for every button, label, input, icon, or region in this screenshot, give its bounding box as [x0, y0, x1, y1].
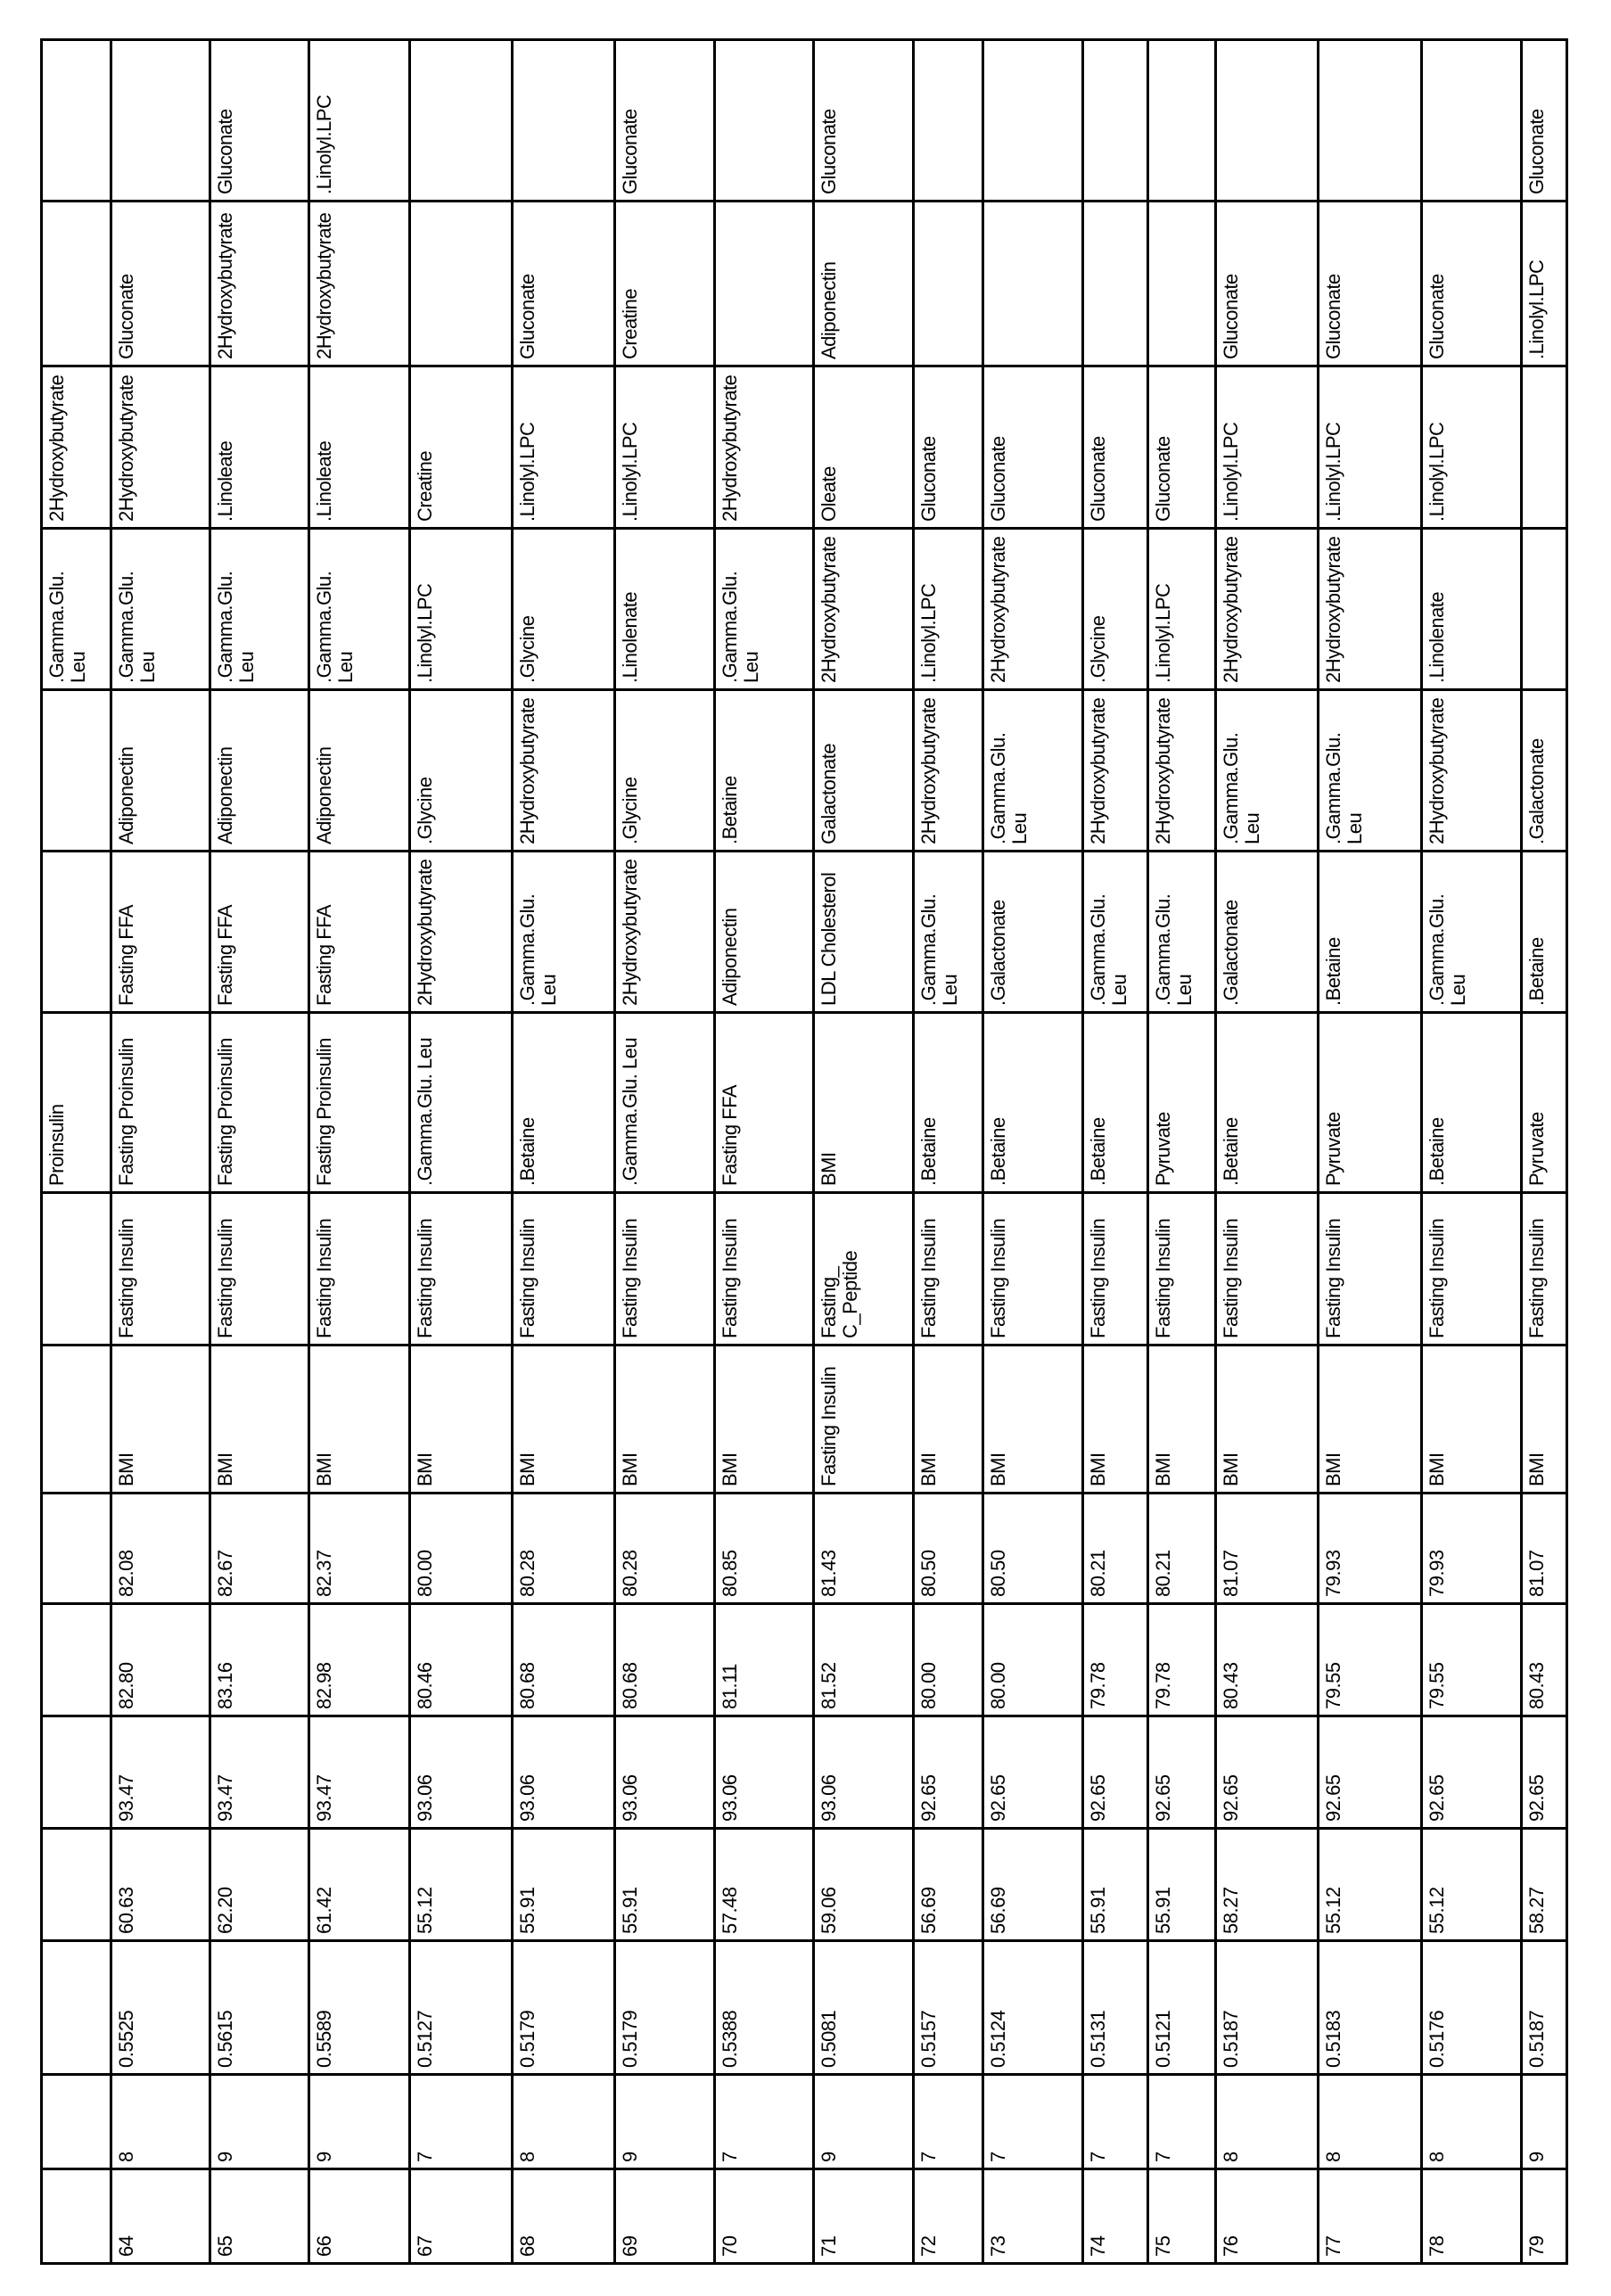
- cell-metric-1: [42, 1829, 111, 1941]
- cell-variable-count: 9: [1522, 2075, 1567, 2169]
- cell-variable-count: 8: [1422, 2075, 1522, 2169]
- cell-metric-1: 55.12: [1422, 1829, 1522, 1941]
- cell-variable-2: Fasting Insulin: [309, 1193, 410, 1346]
- cell-variable-4: Fasting FFA: [309, 852, 410, 1013]
- cell-variable-9: Gluconate: [814, 40, 914, 202]
- cell-variable-3: Fasting Proinsulin: [111, 1013, 210, 1193]
- cell-variable-count: [42, 2075, 111, 2169]
- cell-metric-4: 80.21: [1083, 1494, 1148, 1604]
- cell-variable-2: Fasting Insulin: [715, 1193, 814, 1346]
- cell-row-number: 79: [1522, 2169, 1567, 2264]
- cell-variable-4: .Gamma.Glu. Leu: [1422, 852, 1522, 1013]
- cell-metric-2: 92.65: [1216, 1716, 1319, 1829]
- table-row: [513, 40, 615, 2264]
- cell-metric-3: 82.98: [309, 1604, 410, 1716]
- table-row: [309, 40, 410, 2264]
- cell-variable-7: [1522, 366, 1567, 529]
- table-row: [1522, 40, 1567, 2264]
- cell-metric-1: 55.91: [1083, 1829, 1148, 1941]
- cell-variable-6: .Linolenate: [615, 529, 715, 690]
- cell-variable-8: [42, 202, 111, 366]
- cell-row-number: 68: [513, 2169, 615, 2264]
- cell-variable-9: [1422, 40, 1522, 202]
- cell-variable-3: .Betaine: [983, 1013, 1083, 1193]
- cell-variable-9: Gluconate: [210, 40, 309, 202]
- cell-auc-value: 0.5121: [1148, 1941, 1216, 2075]
- cell-variable-3: .Betaine: [1422, 1013, 1522, 1193]
- cell-variable-7: .Linoleate: [210, 366, 309, 529]
- cell-variable-1: BMI: [513, 1346, 615, 1494]
- cell-variable-6: 2Hydroxybutyrate: [814, 529, 914, 690]
- cell-row-number: 76: [1216, 2169, 1319, 2264]
- cell-metric-2: 93.06: [814, 1716, 914, 1829]
- cell-variable-3: .Gamma.Glu. Leu: [615, 1013, 715, 1193]
- cell-variable-6: [1522, 529, 1567, 690]
- cell-variable-2: Fasting Insulin: [513, 1193, 615, 1346]
- cell-variable-8: Adiponectin: [814, 202, 914, 366]
- cell-variable-3: .Betaine: [1083, 1013, 1148, 1193]
- cell-row-number: 66: [309, 2169, 410, 2264]
- cell-metric-1: 61.42: [309, 1829, 410, 1941]
- cell-variable-4: .Gamma.Glu. Leu: [1148, 852, 1216, 1013]
- cell-metric-4: 80.21: [1148, 1494, 1216, 1604]
- cell-variable-count: 7: [914, 2075, 983, 2169]
- cell-variable-count: 8: [1319, 2075, 1422, 2169]
- cell-variable-6: .Linolyl.LPC: [1148, 529, 1216, 690]
- cell-metric-1: 55.12: [1319, 1829, 1422, 1941]
- cell-auc-value: 0.5179: [513, 1941, 615, 2075]
- cell-metric-1: 55.91: [513, 1829, 615, 1941]
- cell-metric-3: 82.80: [111, 1604, 210, 1716]
- cell-metric-3: 80.00: [914, 1604, 983, 1716]
- cell-metric-4: 82.67: [210, 1494, 309, 1604]
- cell-variable-6: .Linolenate: [1422, 529, 1522, 690]
- cell-variable-6: 2Hydroxybutyrate: [1319, 529, 1422, 690]
- cell-variable-7: .Linoleate: [309, 366, 410, 529]
- cell-variable-9: [1083, 40, 1148, 202]
- cell-variable-7: Gluconate: [1148, 366, 1216, 529]
- cell-variable-1: BMI: [1148, 1346, 1216, 1494]
- cell-metric-4: 80.50: [983, 1494, 1083, 1604]
- cell-metric-1: 55.91: [615, 1829, 715, 1941]
- cell-metric-2: 93.06: [615, 1716, 715, 1829]
- cell-variable-5: 2Hydroxybutyrate: [513, 690, 615, 852]
- rotated-table-page: [40, 41, 1564, 2265]
- cell-row-number: 64: [111, 2169, 210, 2264]
- cell-variable-4: .Gamma.Glu. Leu: [513, 852, 615, 1013]
- cell-variable-9: [1319, 40, 1422, 202]
- cell-variable-5: .Gamma.Glu. Leu: [1216, 690, 1319, 852]
- cell-variable-7: .Linolyl.LPC: [1216, 366, 1319, 529]
- cell-metric-2: 92.65: [983, 1716, 1083, 1829]
- cell-metric-1: 56.69: [983, 1829, 1083, 1941]
- cell-variable-8: [1083, 202, 1148, 366]
- cell-row-number: 67: [410, 2169, 513, 2264]
- cell-variable-9: [914, 40, 983, 202]
- cell-metric-4: 79.93: [1422, 1494, 1522, 1604]
- cell-variable-2: [42, 1193, 111, 1346]
- cell-variable-5: 2Hydroxybutyrate: [1148, 690, 1216, 852]
- cell-metric-2: 93.47: [309, 1716, 410, 1829]
- cell-variable-8: Creatine: [615, 202, 715, 366]
- cell-metric-4: 79.93: [1319, 1494, 1422, 1604]
- cell-variable-3: Proinsulin: [42, 1013, 111, 1193]
- cell-metric-4: 82.37: [309, 1494, 410, 1604]
- cell-variable-2: Fasting Insulin: [1216, 1193, 1319, 1346]
- cell-variable-4: Fasting FFA: [111, 852, 210, 1013]
- cell-variable-9: .Linolyl.LPC: [309, 40, 410, 202]
- table-row: [1422, 40, 1522, 2264]
- cell-auc-value: 0.5388: [715, 1941, 814, 2075]
- cell-row-number: 78: [1422, 2169, 1522, 2264]
- cell-variable-5: Galactonate: [814, 690, 914, 852]
- table-row: [615, 40, 715, 2264]
- cell-variable-8: Gluconate: [1216, 202, 1319, 366]
- cell-auc-value: 0.5179: [615, 1941, 715, 2075]
- cell-variable-6: .Linolyl.LPC: [914, 529, 983, 690]
- cell-variable-9: [42, 40, 111, 202]
- cell-variable-8: .Linolyl.LPC: [1522, 202, 1567, 366]
- cell-variable-3: .Betaine: [1216, 1013, 1319, 1193]
- cell-auc-value: 0.5157: [914, 1941, 983, 2075]
- cell-metric-2: 93.06: [513, 1716, 615, 1829]
- cell-row-number: [42, 2169, 111, 2264]
- cell-variable-5: 2Hydroxybutyrate: [1422, 690, 1522, 852]
- cell-variable-2: Fasting Insulin: [615, 1193, 715, 1346]
- cell-variable-count: 7: [1083, 2075, 1148, 2169]
- cell-variable-9: [715, 40, 814, 202]
- cell-variable-1: Fasting Insulin: [814, 1346, 914, 1494]
- cell-variable-2: Fasting Insulin: [1319, 1193, 1422, 1346]
- cell-variable-7: Creatine: [410, 366, 513, 529]
- cell-variable-5: .Glycine: [410, 690, 513, 852]
- cell-variable-2: Fasting Insulin: [1148, 1193, 1216, 1346]
- cell-variable-4: .Gamma.Glu. Leu: [914, 852, 983, 1013]
- results-table: [40, 38, 1568, 2265]
- cell-variable-2: Fasting Insulin: [914, 1193, 983, 1346]
- cell-variable-7: .Linolyl.LPC: [615, 366, 715, 529]
- cell-variable-1: BMI: [1319, 1346, 1422, 1494]
- table-row: [111, 40, 210, 2264]
- cell-variable-5: 2Hydroxybutyrate: [914, 690, 983, 852]
- cell-variable-4: .Gamma.Glu. Leu: [1083, 852, 1148, 1013]
- cell-variable-6: .Gamma.Glu. Leu: [111, 529, 210, 690]
- cell-metric-4: 80.50: [914, 1494, 983, 1604]
- cell-metric-4: [42, 1494, 111, 1604]
- cell-variable-4: Adiponectin: [715, 852, 814, 1013]
- cell-metric-1: 56.69: [914, 1829, 983, 1941]
- cell-metric-2: [42, 1716, 111, 1829]
- cell-metric-2: 92.65: [1148, 1716, 1216, 1829]
- cell-variable-7: .Linolyl.LPC: [1319, 366, 1422, 529]
- cell-variable-2: Fasting Insulin: [1522, 1193, 1567, 1346]
- table-row: [983, 40, 1083, 2264]
- table-row: [1148, 40, 1216, 2264]
- cell-variable-6: 2Hydroxybutyrate: [1216, 529, 1319, 690]
- cell-variable-count: 7: [1148, 2075, 1216, 2169]
- cell-variable-count: 7: [410, 2075, 513, 2169]
- cell-variable-count: 9: [615, 2075, 715, 2169]
- cell-variable-6: .Glycine: [513, 529, 615, 690]
- cell-variable-8: [983, 202, 1083, 366]
- cell-metric-2: 92.65: [1522, 1716, 1567, 1829]
- cell-variable-5: [42, 690, 111, 852]
- cell-metric-2: 92.65: [914, 1716, 983, 1829]
- cell-variable-9: [410, 40, 513, 202]
- table-row: [1216, 40, 1319, 2264]
- cell-variable-7: Gluconate: [914, 366, 983, 529]
- cell-auc-value: 0.5187: [1522, 1941, 1567, 2075]
- cell-metric-3: 79.55: [1319, 1604, 1422, 1716]
- cell-variable-5: .Glycine: [615, 690, 715, 852]
- cell-variable-count: 9: [814, 2075, 914, 2169]
- cell-variable-8: [410, 202, 513, 366]
- cell-variable-3: .Betaine: [513, 1013, 615, 1193]
- cell-variable-count: 8: [1216, 2075, 1319, 2169]
- cell-variable-7: Gluconate: [1083, 366, 1148, 529]
- cell-metric-3: 83.16: [210, 1604, 309, 1716]
- cell-variable-5: .Galactonate: [1522, 690, 1567, 852]
- cell-variable-8: 2Hydroxybutyrate: [309, 202, 410, 366]
- cell-metric-3: 80.46: [410, 1604, 513, 1716]
- cell-metric-3: 79.78: [1083, 1604, 1148, 1716]
- cell-variable-5: Adiponectin: [210, 690, 309, 852]
- cell-variable-7: .Linolyl.LPC: [1422, 366, 1522, 529]
- cell-metric-1: 62.20: [210, 1829, 309, 1941]
- cell-auc-value: 0.5615: [210, 1941, 309, 2075]
- cell-auc-value: 0.5589: [309, 1941, 410, 2075]
- cell-variable-3: Pyruvate: [1319, 1013, 1422, 1193]
- cell-variable-count: 7: [715, 2075, 814, 2169]
- cell-variable-1: BMI: [309, 1346, 410, 1494]
- cell-variable-7: .Linolyl.LPC: [513, 366, 615, 529]
- cell-variable-7: 2Hydroxybutyrate: [715, 366, 814, 529]
- cell-row-number: 77: [1319, 2169, 1422, 2264]
- cell-variable-2: Fasting Insulin: [210, 1193, 309, 1346]
- cell-variable-8: Gluconate: [1319, 202, 1422, 366]
- cell-metric-2: 93.47: [210, 1716, 309, 1829]
- cell-variable-1: BMI: [983, 1346, 1083, 1494]
- cell-row-number: 73: [983, 2169, 1083, 2264]
- cell-variable-7: 2Hydroxybutyrate: [111, 366, 210, 529]
- table-body: [42, 40, 1567, 2264]
- cell-variable-9: [1148, 40, 1216, 202]
- cell-variable-5: .Betaine: [715, 690, 814, 852]
- cell-metric-2: 92.65: [1319, 1716, 1422, 1829]
- cell-row-number: 65: [210, 2169, 309, 2264]
- cell-variable-6: .Glycine: [1083, 529, 1148, 690]
- cell-auc-value: 0.5187: [1216, 1941, 1319, 2075]
- table-row: [1319, 40, 1422, 2264]
- cell-variable-2: Fasting Insulin: [1422, 1193, 1522, 1346]
- cell-variable-count: 7: [983, 2075, 1083, 2169]
- cell-variable-5: 2Hydroxybutyrate: [1083, 690, 1148, 852]
- cell-variable-9: Gluconate: [1522, 40, 1567, 202]
- cell-variable-5: .Gamma.Glu. Leu: [983, 690, 1083, 852]
- cell-variable-6: .Linolyl.LPC: [410, 529, 513, 690]
- cell-metric-3: 80.68: [513, 1604, 615, 1716]
- cell-metric-3: 81.11: [715, 1604, 814, 1716]
- cell-variable-3: Fasting Proinsulin: [309, 1013, 410, 1193]
- cell-row-number: 74: [1083, 2169, 1148, 2264]
- cell-variable-6: .Gamma.Glu. Leu: [210, 529, 309, 690]
- cell-row-number: 69: [615, 2169, 715, 2264]
- cell-variable-7: 2Hydroxybutyrate: [42, 366, 111, 529]
- cell-variable-8: Gluconate: [1422, 202, 1522, 366]
- cell-variable-4: .Betaine: [1522, 852, 1567, 1013]
- cell-metric-3: 80.68: [615, 1604, 715, 1716]
- table-row: [410, 40, 513, 2264]
- cell-metric-4: 80.85: [715, 1494, 814, 1604]
- cell-variable-5: Adiponectin: [309, 690, 410, 852]
- cell-variable-3: BMI: [814, 1013, 914, 1193]
- cell-variable-8: Gluconate: [111, 202, 210, 366]
- cell-metric-4: 81.07: [1216, 1494, 1319, 1604]
- cell-variable-8: [1148, 202, 1216, 366]
- cell-variable-5: Adiponectin: [111, 690, 210, 852]
- cell-auc-value: 0.5183: [1319, 1941, 1422, 2075]
- cell-variable-9: Gluconate: [615, 40, 715, 202]
- cell-variable-4: 2Hydroxybutyrate: [615, 852, 715, 1013]
- cell-auc-value: 0.5176: [1422, 1941, 1522, 2075]
- cell-variable-4: 2Hydroxybutyrate: [410, 852, 513, 1013]
- cell-variable-9: [513, 40, 615, 202]
- cell-variable-2: Fasting Insulin: [410, 1193, 513, 1346]
- cell-row-number: 70: [715, 2169, 814, 2264]
- cell-metric-2: 92.65: [1422, 1716, 1522, 1829]
- cell-auc-value: 0.5081: [814, 1941, 914, 2075]
- cell-metric-1: 60.63: [111, 1829, 210, 1941]
- cell-variable-1: BMI: [1083, 1346, 1148, 1494]
- cell-variable-1: BMI: [1522, 1346, 1567, 1494]
- cell-metric-2: 92.65: [1083, 1716, 1148, 1829]
- cell-variable-1: BMI: [1422, 1346, 1522, 1494]
- cell-variable-4: .Betaine: [1319, 852, 1422, 1013]
- cell-metric-1: 55.91: [1148, 1829, 1216, 1941]
- cell-metric-2: 93.06: [410, 1716, 513, 1829]
- cell-variable-7: Gluconate: [983, 366, 1083, 529]
- cell-variable-9: [983, 40, 1083, 202]
- cell-variable-1: BMI: [715, 1346, 814, 1494]
- cell-variable-3: .Gamma.Glu. Leu: [410, 1013, 513, 1193]
- cell-metric-4: 80.28: [615, 1494, 715, 1604]
- cell-auc-value: 0.5124: [983, 1941, 1083, 2075]
- cell-variable-1: BMI: [210, 1346, 309, 1494]
- cell-variable-4: LDL Cholesterol: [814, 852, 914, 1013]
- cell-variable-1: BMI: [615, 1346, 715, 1494]
- cell-variable-8: Gluconate: [513, 202, 615, 366]
- cell-metric-3: 79.55: [1422, 1604, 1522, 1716]
- cell-metric-3: 80.43: [1216, 1604, 1319, 1716]
- cell-variable-2: Fasting_ C_Peptide: [814, 1193, 914, 1346]
- table-row: [914, 40, 983, 2264]
- cell-metric-1: 57.48: [715, 1829, 814, 1941]
- cell-auc-value: 0.5127: [410, 1941, 513, 2075]
- table-row: [42, 40, 111, 2264]
- cell-metric-4: 81.07: [1522, 1494, 1567, 1604]
- cell-variable-5: .Gamma.Glu. Leu: [1319, 690, 1422, 852]
- cell-variable-6: 2Hydroxybutyrate: [983, 529, 1083, 690]
- cell-metric-1: 55.12: [410, 1829, 513, 1941]
- cell-variable-3: Fasting FFA: [715, 1013, 814, 1193]
- cell-variable-2: Fasting Insulin: [111, 1193, 210, 1346]
- cell-row-number: 75: [1148, 2169, 1216, 2264]
- cell-variable-1: [42, 1346, 111, 1494]
- cell-variable-2: Fasting Insulin: [983, 1193, 1083, 1346]
- cell-variable-2: Fasting Insulin: [1083, 1193, 1148, 1346]
- cell-variable-count: 8: [513, 2075, 615, 2169]
- cell-metric-4: 80.00: [410, 1494, 513, 1604]
- cell-row-number: 72: [914, 2169, 983, 2264]
- cell-variable-8: [914, 202, 983, 366]
- cell-variable-3: Fasting Proinsulin: [210, 1013, 309, 1193]
- cell-metric-2: 93.47: [111, 1716, 210, 1829]
- cell-auc-value: 0.5131: [1083, 1941, 1148, 2075]
- cell-variable-1: BMI: [410, 1346, 513, 1494]
- cell-variable-6: .Gamma.Glu. Leu: [715, 529, 814, 690]
- cell-metric-3: [42, 1604, 111, 1716]
- cell-metric-1: 59.06: [814, 1829, 914, 1941]
- cell-variable-3: .Betaine: [914, 1013, 983, 1193]
- cell-auc-value: 0.5525: [111, 1941, 210, 2075]
- cell-metric-2: 93.06: [715, 1716, 814, 1829]
- cell-variable-count: 8: [111, 2075, 210, 2169]
- cell-metric-3: 79.78: [1148, 1604, 1216, 1716]
- cell-variable-6: .Gamma.Glu. Leu: [309, 529, 410, 690]
- cell-variable-1: BMI: [111, 1346, 210, 1494]
- cell-row-number: 71: [814, 2169, 914, 2264]
- cell-auc-value: [42, 1941, 111, 2075]
- cell-variable-3: Pyruvate: [1148, 1013, 1216, 1193]
- cell-metric-4: 82.08: [111, 1494, 210, 1604]
- cell-variable-9: [1216, 40, 1319, 202]
- cell-variable-4: .Galactonate: [1216, 852, 1319, 1013]
- cell-variable-count: 9: [210, 2075, 309, 2169]
- cell-variable-4: .Galactonate: [983, 852, 1083, 1013]
- cell-variable-1: BMI: [914, 1346, 983, 1494]
- table-row: [1083, 40, 1148, 2264]
- table-row: [715, 40, 814, 2264]
- cell-metric-3: 80.43: [1522, 1604, 1567, 1716]
- cell-metric-4: 81.43: [814, 1494, 914, 1604]
- cell-variable-4: [42, 852, 111, 1013]
- cell-metric-1: 58.27: [1522, 1829, 1567, 1941]
- cell-variable-6: .Gamma.Glu. Leu: [42, 529, 111, 690]
- cell-metric-4: 80.28: [513, 1494, 615, 1604]
- cell-variable-7: Oleate: [814, 366, 914, 529]
- table-row: [814, 40, 914, 2264]
- cell-variable-3: Pyruvate: [1522, 1013, 1567, 1193]
- cell-variable-4: Fasting FFA: [210, 852, 309, 1013]
- cell-metric-1: 58.27: [1216, 1829, 1319, 1941]
- table-row: [210, 40, 309, 2264]
- cell-variable-8: [715, 202, 814, 366]
- cell-metric-3: 81.52: [814, 1604, 914, 1716]
- cell-variable-8: 2Hydroxybutyrate: [210, 202, 309, 366]
- cell-variable-1: BMI: [1216, 1346, 1319, 1494]
- cell-metric-3: 80.00: [983, 1604, 1083, 1716]
- cell-variable-9: [111, 40, 210, 202]
- cell-variable-count: 9: [309, 2075, 410, 2169]
